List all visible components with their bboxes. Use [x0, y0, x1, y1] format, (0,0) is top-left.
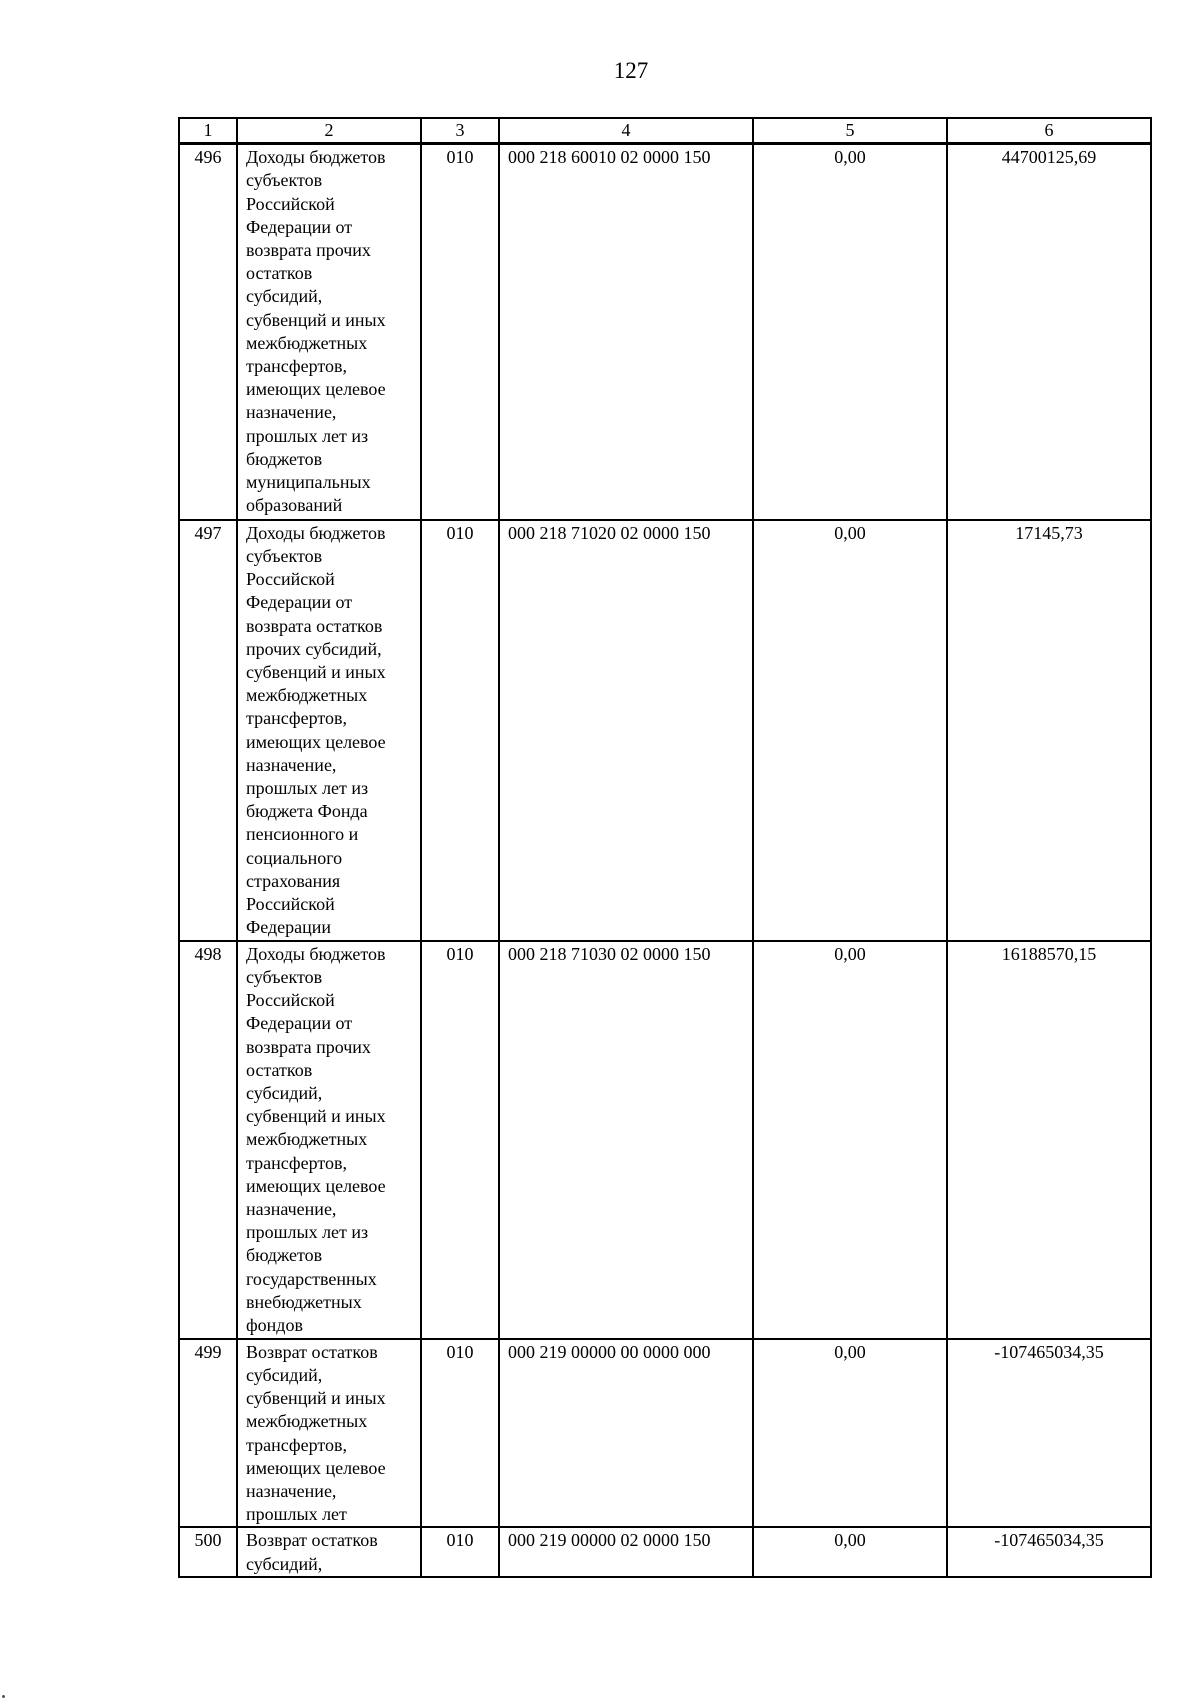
table-row	[179, 1527, 1151, 1576]
row-plan-value: 0,00	[753, 941, 947, 1339]
row-plan-value: 0,00	[753, 144, 947, 520]
row-description: Доходы бюджетов субъектов Российской Федерации от возврата прочих остатков субсидий, субвенций и иных межбюджетных трансфертов, имеющих целевое назначение, прошлых лет из бюджетов государственных внебюджетных фондов	[237, 941, 421, 1339]
row-description: Доходы бюджетов субъектов Российской Федерации от возврата прочих остатков субсидий, субвенций и иных межбюджетных трансфертов, имеющих целевое назначение, прошлых лет из бюджетов муниципальных образований	[237, 144, 421, 520]
table-row	[179, 144, 1151, 520]
row-admin-code: 010	[421, 520, 499, 941]
row-plan-value: 0,00	[753, 520, 947, 941]
row-admin-code: 010	[421, 941, 499, 1339]
table-row	[179, 1339, 1151, 1528]
row-admin-code: 010	[421, 1339, 499, 1528]
row-fact-value: 16188570,15	[947, 941, 1151, 1339]
row-description: Возврат остатков субсидий,	[237, 1527, 421, 1576]
row-classification-code: 000 218 60010 02 0000 150	[499, 144, 753, 520]
row-number: 496	[179, 144, 237, 520]
header-col-4: 4	[499, 118, 753, 144]
scan-speck	[2, 1695, 5, 1698]
table-row	[179, 520, 1151, 941]
row-classification-code: 000 219 00000 02 0000 150	[499, 1527, 753, 1576]
row-plan-value: 0,00	[753, 1339, 947, 1528]
budget-revenue-table	[178, 117, 1152, 1578]
table-row	[179, 941, 1151, 1339]
row-plan-value: 0,00	[753, 1527, 947, 1576]
row-description: Возврат остатков субсидий, субвенций и иных межбюджетных трансфертов, имеющих целевое назначение, прошлых лет	[237, 1339, 421, 1528]
header-col-6: 6	[947, 118, 1151, 144]
row-admin-code: 010	[421, 144, 499, 520]
header-col-2: 2	[237, 118, 421, 144]
table-header-row	[179, 118, 1151, 144]
row-classification-code: 000 218 71030 02 0000 150	[499, 941, 753, 1339]
row-number: 497	[179, 520, 237, 941]
row-description: Доходы бюджетов субъектов Российской Федерации от возврата остатков прочих субсидий, субвенций и иных межбюджетных трансфертов, имеющих целевое назначение, прошлых лет из бюджета Фонда пенсионного и социального страхования Российской Федерации	[237, 520, 421, 941]
header-col-5: 5	[753, 118, 947, 144]
header-col-1: 1	[179, 118, 237, 144]
row-fact-value: -107465034,35	[947, 1339, 1151, 1528]
row-number: 499	[179, 1339, 237, 1528]
row-fact-value: 44700125,69	[947, 144, 1151, 520]
row-number: 498	[179, 941, 237, 1339]
row-fact-value: 17145,73	[947, 520, 1151, 941]
row-classification-code: 000 218 71020 02 0000 150	[499, 520, 753, 941]
page-number: 127	[613, 58, 649, 83]
row-fact-value: -107465034,35	[947, 1527, 1151, 1576]
row-admin-code: 010	[421, 1527, 499, 1576]
row-classification-code: 000 219 00000 00 0000 000	[499, 1339, 753, 1528]
header-col-3: 3	[421, 118, 499, 144]
row-number: 500	[179, 1527, 237, 1576]
